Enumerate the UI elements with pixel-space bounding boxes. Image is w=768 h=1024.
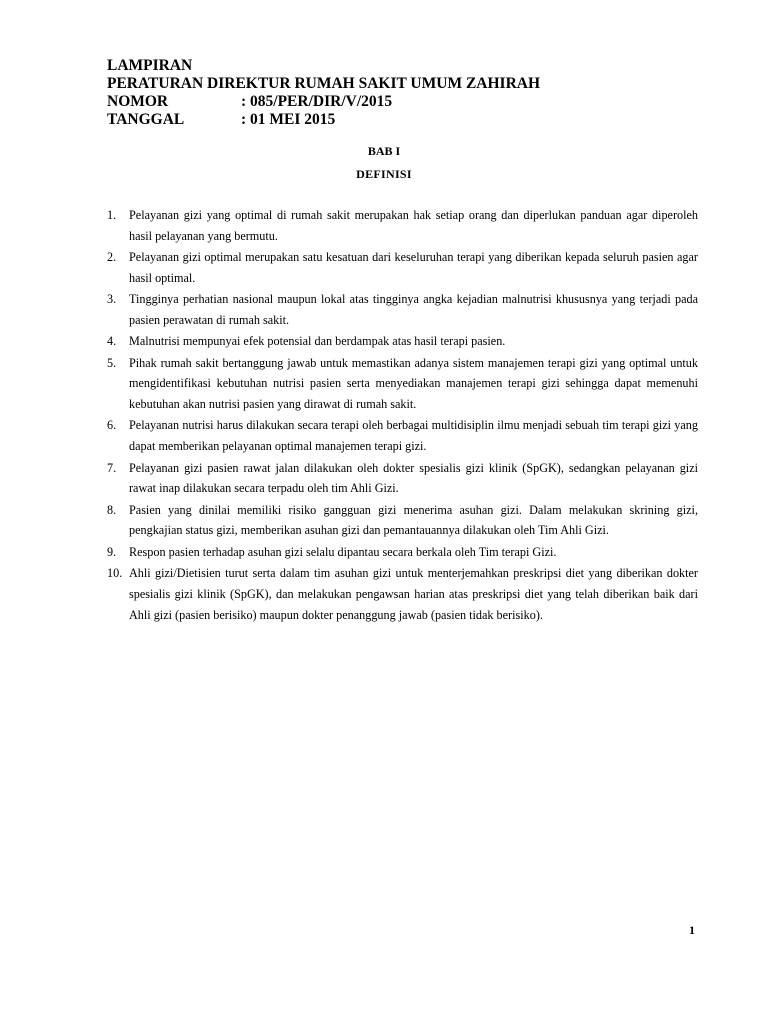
- list-item-number: 1.: [107, 208, 117, 222]
- list-item-text: Pihak rumah sakit bertanggung jawab untuk memastikan adanya sistem manajemen terapi gizi yang optimal untuk mengidentifikasi kebutuhan nutrisi pasien serta menyediakan manajemen terapi gizi sehingga dapat memenuhi kebutuhan akan nutrisi pasien yang dirawat di rumah sakit.: [129, 355, 698, 412]
- header-lampiran-text: LAMPIRAN: [107, 57, 193, 74]
- nomor-label: NOMOR: [107, 93, 169, 110]
- list-item: [107, 415, 698, 457]
- page-number: 1: [689, 923, 695, 937]
- list-item: [107, 458, 698, 500]
- list-item-text: Ahli gizi/Dietisien turut serta dalam tim asuhan gizi untuk menterjemahkan preskripsi diet yang diberikan dokter spesialis gizi klinik (SpGK), dan melakukan pengawsan harian atas preskripsi diet yang telah diberikan baik dari Ahli gizi (pasien berisiko) maupun dokter penanggung jawab (pasien tidak berisiko).: [129, 566, 698, 622]
- header-regulation-text: PERATURAN DIREKTUR RUMAH SAKIT UMUM ZAHIRAH: [107, 75, 541, 92]
- list-item-number: 4.: [107, 334, 117, 349]
- list-item-text: Pasien yang dinilai memiliki risiko gangguan gizi menerima asuhan gizi. Dalam melakukan skrining gizi, pengkajian status gizi, memberikan asuhan gizi dan pemantauannya dilakukan oleh Tim Ahli Gizi.: [129, 502, 698, 538]
- list-item-number: 7.: [107, 460, 117, 475]
- definition-list: [107, 205, 698, 626]
- list-item: [107, 563, 698, 625]
- list-item: [107, 289, 698, 331]
- header-lampiran: [107, 57, 540, 75]
- list-item: [107, 247, 698, 289]
- list-item: [107, 542, 698, 563]
- list-item: [107, 205, 698, 247]
- tanggal-label: TANGGAL: [107, 111, 185, 128]
- list-item-number: 3.: [107, 292, 117, 307]
- header-regulation: [107, 75, 540, 93]
- list-item-number: 10.: [107, 566, 123, 581]
- tanggal-value: : 01 MEI 2015: [241, 111, 336, 128]
- chapter-number: BAB I: [367, 144, 401, 158]
- list-item-text: Pelayanan gizi optimal merupakan satu kesatuan dari keseluruhan terapi yang diberikan kepada seluruh pasien agar hasil optimal.: [129, 250, 698, 285]
- list-item-text: Pelayanan gizi yang optimal di rumah sakit merupakan hak setiap orang dan diperlukan panduan agar diperoleh hasil pelayanan yang bermutu.: [129, 208, 698, 243]
- list-item: [107, 500, 698, 542]
- list-item-number: 6.: [107, 418, 117, 433]
- list-item-number: 9.: [107, 544, 117, 559]
- list-item: [107, 331, 698, 352]
- chapter-title: DEFINISI: [356, 167, 412, 181]
- list-item-text: Pelayanan gizi pasien rawat jalan dilakukan oleh dokter spesialis gizi klinik (SpGK), sedangkan pelayanan gizi rawat inap dilakukan secara terpadu oleh tim Ahli Gizi.: [129, 460, 698, 496]
- list-item: [107, 353, 698, 415]
- nomor-value: : 085/PER/DIR/V/2015: [241, 93, 393, 110]
- list-item-text: Malnutrisi mempunyai efek potensial dan berdampak atas hasil terapi pasien.: [129, 334, 506, 349]
- list-item-number: 5.: [107, 355, 117, 370]
- list-item-text: Tingginya perhatian nasional maupun lokal atas tingginya angka kejadian malnutrisi khususnya yang terjadi pada pasien perawatan di rumah sakit.: [129, 292, 698, 327]
- list-item-number: 8.: [107, 502, 117, 517]
- header-tanggal: [107, 111, 540, 129]
- document-header: [107, 57, 540, 129]
- header-nomor: [107, 93, 540, 111]
- list-item-text: Respon pasien terhadap asuhan gizi selalu dipantau secara berkala oleh Tim terapi Gizi.: [129, 544, 557, 559]
- list-item-number: 2.: [107, 250, 117, 265]
- list-item-text: Pelayanan nutrisi harus dilakukan secara terapi oleh berbagai multidisiplin ilmu menjadi sebuah tim terapi gizi yang dapat memberikan pelayanan optimal manajemen terapi gizi.: [129, 418, 698, 454]
